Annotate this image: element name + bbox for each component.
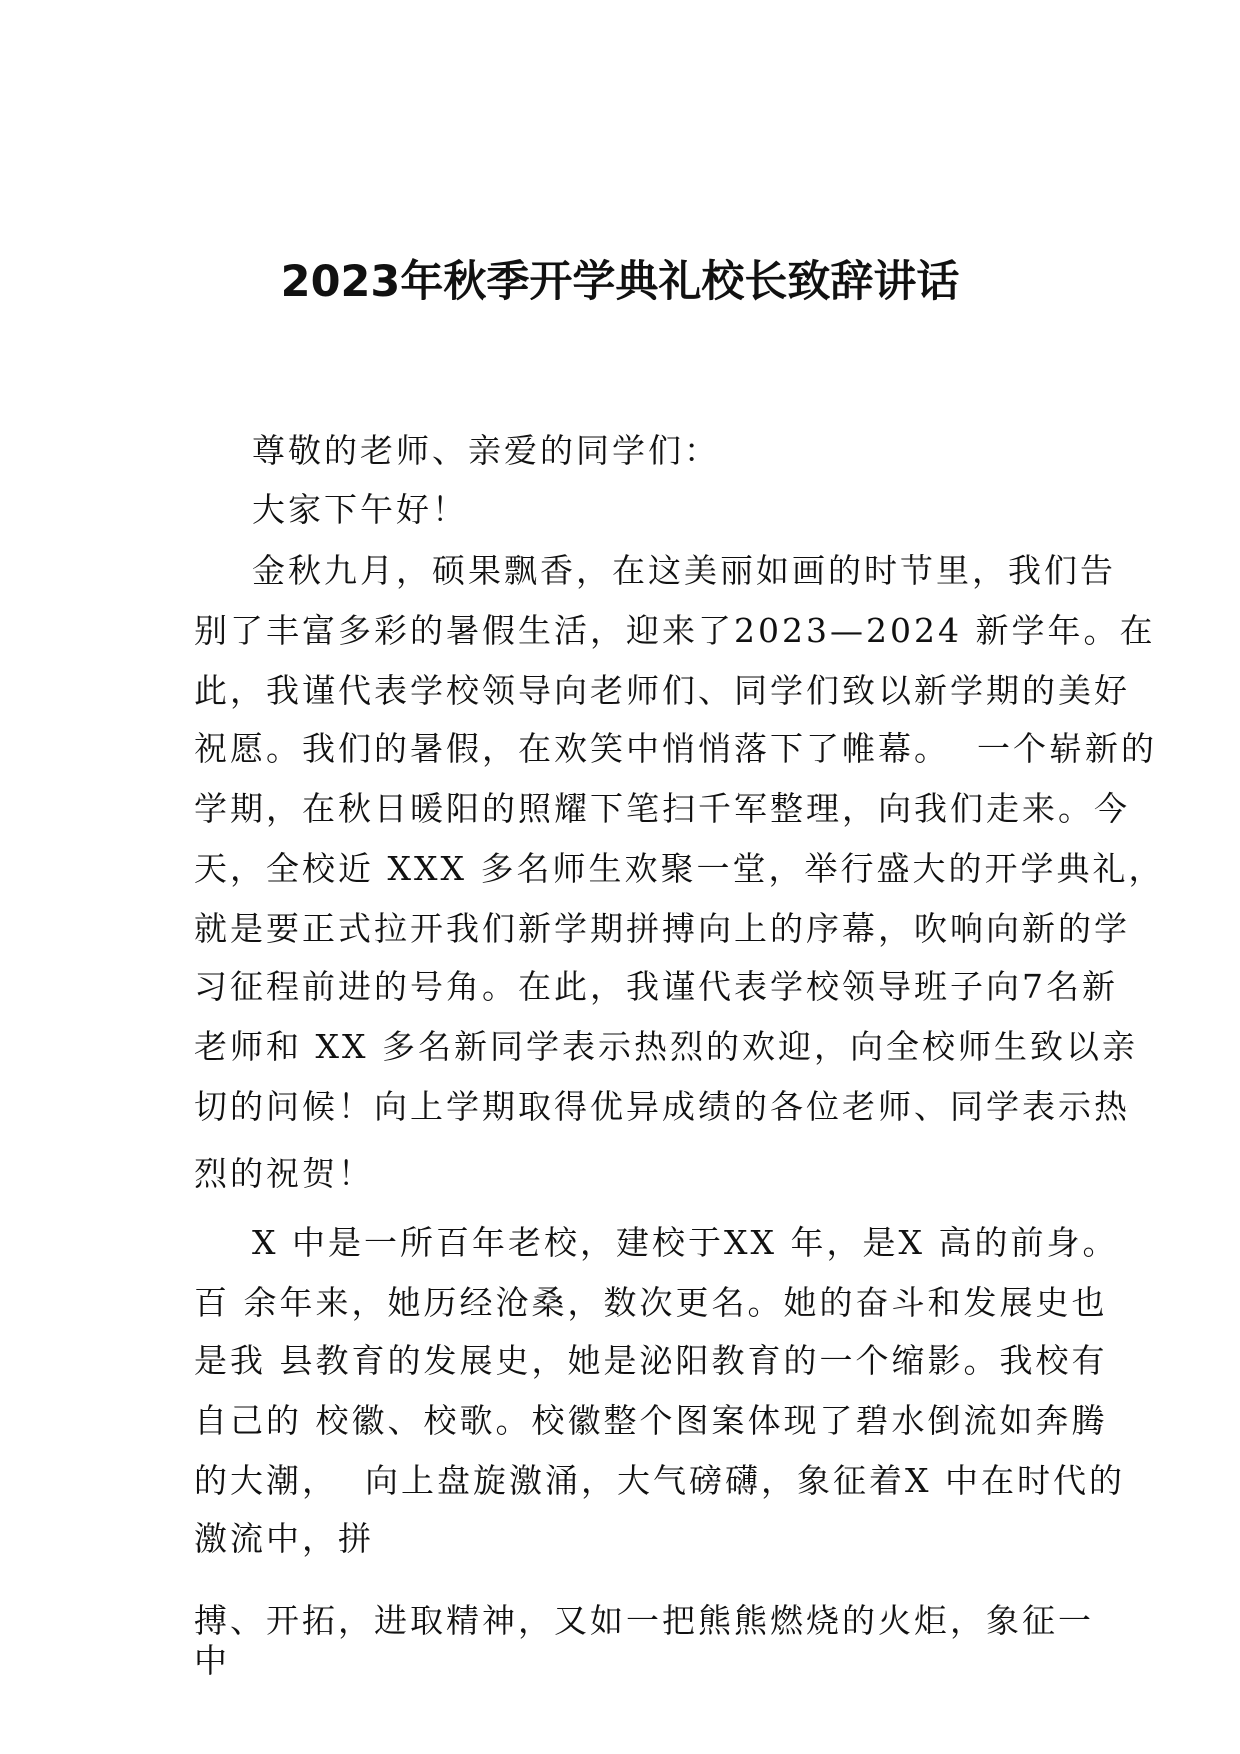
paragraph-1-line-1: 金秋九月，硕果飘香，在这美丽如画的时节里，我们告	[252, 551, 1116, 590]
paragraph-1-line-3: 此，我谨代表学校领导向老师们、同学们致以新学期的美好	[194, 671, 1130, 710]
paragraph-2-line-4: 自己的 校徽、校歌。校徽整个图案体现了碧水倒流如奔腾	[194, 1401, 1108, 1440]
paragraph-1-line-10: 切的问候！向上学期取得优异成绩的各位老师、同学表示热	[194, 1087, 1130, 1126]
paragraph-3-line-1: 搏、开拓，进取精神，又如一把熊熊燃烧的火炬，象征一	[194, 1601, 1094, 1640]
paragraph-2-line-6: 激流中，拼	[194, 1519, 374, 1558]
paragraph-1-line-6: 天，全校近 XXX 多名师生欢聚一堂，举行盛大的开学典礼，	[194, 849, 1165, 888]
paragraph-1-line-7: 就是要正式拉开我们新学期拼搏向上的序幕，吹响向新的学	[194, 909, 1130, 948]
paragraph-2-line-3: 是我 县教育的发展史，她是泌阳教育的一个缩影。我校有	[194, 1341, 1108, 1380]
paragraph-2-line-1: X 中是一所百年老校，建校于XX 年，是X 高的前身。	[252, 1223, 1119, 1262]
paragraph-3-line-2: 中	[194, 1641, 230, 1680]
paragraph-1-line-11: 烈的祝贺！	[194, 1154, 374, 1193]
document-title: 2023年秋季开学典礼校长致辞讲话	[280, 257, 960, 307]
paragraph-2-line-5: 的大潮， 向上盘旋激涌，大气磅礴，象征着X 中在时代的	[194, 1461, 1125, 1500]
greeting-line: 大家下午好！	[252, 490, 468, 529]
paragraph-1-line-9: 老师和 XX 多名新同学表示热烈的欢迎，向全校师生致以亲	[194, 1027, 1138, 1066]
paragraph-1-line-2: 别了丰富多彩的暑假生活，迎来了2023—2024 新学年。在	[194, 611, 1156, 650]
paragraph-1-line-8: 习征程前进的号角。在此，我谨代表学校领导班子向7名新	[194, 967, 1118, 1006]
paragraph-1-line-5: 学期，在秋日暖阳的照耀下笔扫千军整理，向我们走来。今	[194, 789, 1130, 828]
paragraph-2-line-2: 百 余年来，她历经沧桑，数次更名。她的奋斗和发展史也	[194, 1283, 1108, 1322]
salutation-line: 尊敬的老师、亲爱的同学们：	[252, 431, 720, 470]
paragraph-1-line-4: 祝愿。我们的暑假，在欢笑中悄悄落下了帷幕。 一个崭新的	[194, 729, 1157, 768]
